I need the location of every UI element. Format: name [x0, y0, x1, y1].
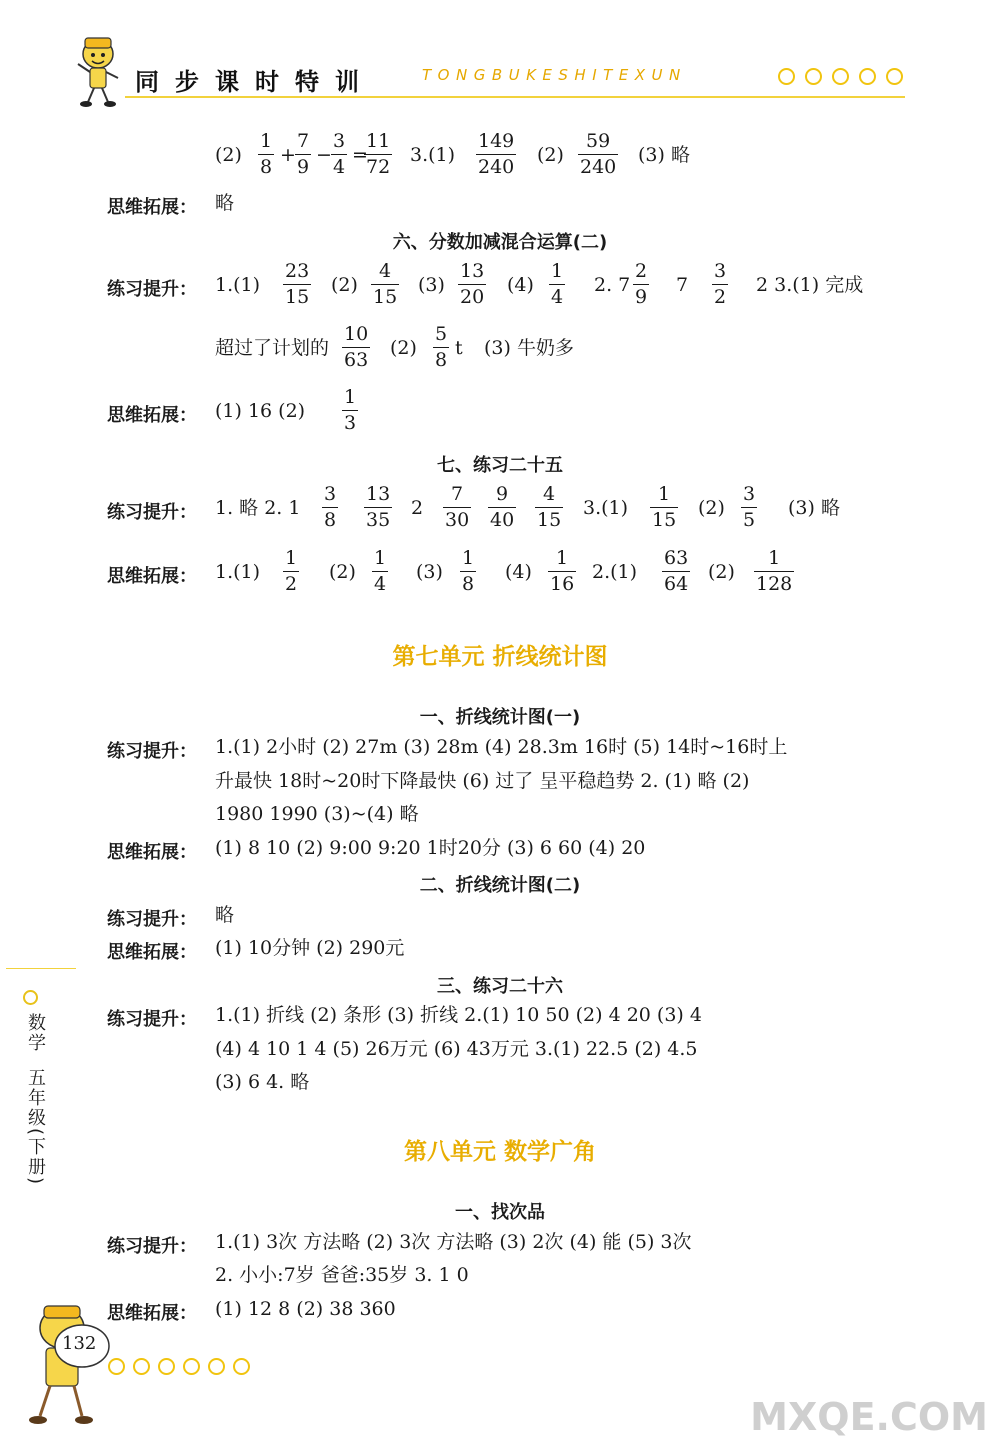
- dot-icon: [108, 1358, 125, 1375]
- label: (4): [505, 561, 532, 583]
- unit-title: 第七单元 折线统计图: [392, 644, 608, 670]
- label: (2): [390, 337, 417, 359]
- header-rule: [125, 96, 905, 98]
- fraction: $\frac{1}{2}$: [285, 547, 298, 595]
- label: (3): [418, 274, 445, 296]
- label: (3) 略: [638, 144, 690, 166]
- fraction: $\frac{1}{8}$: [260, 130, 273, 178]
- answer-line: (1) 8 10 (2) 9:00 9:20 1时20分 (3) 6 60 (4) 20: [215, 837, 646, 859]
- header-pinyin: TONGBUKESHITEXUN: [422, 66, 687, 84]
- section-title: 一、折线统计图(一): [419, 707, 581, 728]
- fraction: $\frac{23}{15}$: [285, 260, 310, 308]
- sidebar-rule: [6, 968, 76, 969]
- label: (3) 牛奶多: [484, 337, 574, 359]
- label: 2: [411, 497, 424, 519]
- label: (4): [507, 274, 534, 296]
- answer-line: 1.(1) 3次 方法略 (2) 3次 方法略 (3) 2次 (4) 能 (5) 3次: [215, 1231, 692, 1253]
- label: 1. 略 2. 1: [215, 497, 301, 519]
- fraction: $\frac{7}{30}$: [445, 483, 470, 531]
- practice-label: 练习提升：: [107, 1236, 197, 1257]
- dot-icon: [886, 68, 903, 85]
- dot-icon: [778, 68, 795, 85]
- answer-line: (1) 12 8 (2) 38 360: [215, 1298, 396, 1320]
- label: (2): [537, 144, 564, 166]
- dot-icon: [158, 1358, 175, 1375]
- label: (3) 略: [788, 497, 840, 519]
- label: 1.(1): [215, 274, 261, 296]
- footer-dots: [108, 1358, 250, 1375]
- answer-line: 1.(1) 2小时 (2) 27m (3) 28m (4) 28.3m 16时 (5) 14时~16时上: [215, 736, 788, 758]
- operator: +: [280, 144, 296, 166]
- watermark: MXQE.COM: [750, 1395, 988, 1439]
- fraction: $\frac{13}{35}$: [366, 483, 391, 531]
- dot-icon: [233, 1358, 250, 1375]
- fraction: $\frac{4}{15}$: [537, 483, 562, 531]
- answer-line: (1) 10分钟 (2) 290元: [215, 937, 405, 959]
- fraction: $\frac{4}{15}$: [373, 260, 398, 308]
- grade-label: 五年级(下册): [25, 1068, 46, 1187]
- label: 1.(1): [215, 561, 261, 583]
- section-title: 二、折线统计图(二): [419, 875, 581, 896]
- label: 2.(1): [592, 561, 638, 583]
- answer-line: (3) 6 4. 略: [215, 1071, 310, 1093]
- fraction: $\frac{5}{8}$: [435, 323, 448, 371]
- fraction: $\frac{10}{63}$: [344, 323, 369, 371]
- answer-line: 1980 1990 (3)~(4) 略: [215, 803, 419, 825]
- dot-icon: [832, 68, 849, 85]
- label: (2): [329, 561, 356, 583]
- fraction: $\frac{63}{64}$: [664, 547, 689, 595]
- dot-icon: [208, 1358, 225, 1375]
- fraction: $\frac{1}{4}$: [374, 547, 387, 595]
- thinking-label: 思维拓展：: [107, 405, 197, 426]
- subject-label: 数学: [25, 1013, 46, 1053]
- fraction: $\frac{1}{16}$: [550, 547, 575, 595]
- page-number: 132: [62, 1333, 97, 1354]
- label: (2): [708, 561, 735, 583]
- dot-icon: [23, 990, 38, 1005]
- label: 7: [676, 274, 689, 296]
- label: 3.(1): [410, 144, 456, 166]
- dot-icon: [133, 1358, 150, 1375]
- label: (1) 16 (2): [215, 400, 306, 422]
- operator: −: [316, 144, 332, 166]
- dot-icon: [859, 68, 876, 85]
- fraction: $\frac{1}{8}$: [462, 547, 475, 595]
- label: 超过了计划的: [215, 337, 330, 359]
- thinking-label: 思维拓展：: [107, 197, 197, 218]
- fraction: $\frac{1}{128}$: [756, 547, 793, 595]
- label: 2 3.(1) 完成: [756, 274, 864, 296]
- label: (2): [215, 144, 242, 166]
- fraction: $\frac{3}{5}$: [743, 483, 756, 531]
- fraction: $\frac{3}{8}$: [324, 483, 337, 531]
- practice-label: 练习提升：: [107, 741, 197, 762]
- section-title: 六、分数加减混合运算(二): [392, 232, 608, 253]
- header-title: 同步课时特训: [135, 68, 375, 96]
- dot-icon: [183, 1358, 200, 1375]
- label: 2. 7: [594, 274, 631, 296]
- practice-label: 练习提升：: [107, 279, 197, 300]
- answer-line: 1.(1) 折线 (2) 条形 (3) 折线 2.(1) 10 50 (2) 4 20 (3) 4: [215, 1004, 702, 1026]
- fraction: $\frac{149}{240}$: [478, 130, 515, 178]
- mascot-icon: [68, 32, 128, 110]
- label: (3): [416, 561, 443, 583]
- label: (2): [331, 274, 358, 296]
- fraction: $\frac{59}{240}$: [580, 130, 617, 178]
- section-title: 七、练习二十五: [437, 455, 563, 476]
- fraction: $\frac{3}{4}$: [333, 130, 346, 178]
- answer: 略: [215, 192, 235, 214]
- practice-label: 练习提升：: [107, 1009, 197, 1030]
- fraction: $\frac{13}{20}$: [460, 260, 485, 308]
- fraction: $\frac{1}{3}$: [344, 386, 357, 434]
- section-title: 一、找次品: [455, 1202, 545, 1223]
- fraction: $\frac{1}{15}$: [652, 483, 677, 531]
- fraction: $\frac{7}{9}$: [297, 130, 310, 178]
- section-title: 三、练习二十六: [437, 976, 563, 997]
- answer-line: (4) 4 10 1 4 (5) 26万元 (6) 43万元 3.(1) 22.5 (2) 4.5: [215, 1038, 698, 1060]
- fraction: $\frac{2}{9}$: [635, 260, 648, 308]
- answer-line: 升最快 18时~20时下降最快 (6) 过了 呈平稳趋势 2. (1) 略 (2): [215, 770, 750, 792]
- fraction: $\frac{11}{72}$: [366, 130, 391, 178]
- practice-label: 练习提升：: [107, 909, 197, 930]
- operator: =: [352, 144, 368, 166]
- thinking-label: 思维拓展：: [107, 566, 197, 587]
- thinking-label: 思维拓展：: [107, 942, 197, 963]
- fraction: $\frac{1}{4}$: [551, 260, 564, 308]
- thinking-label: 思维拓展：: [107, 1303, 197, 1324]
- fraction: $\frac{3}{2}$: [714, 260, 727, 308]
- label: (2): [698, 497, 725, 519]
- header-dots: [778, 68, 903, 85]
- label: t: [455, 337, 463, 359]
- practice-label: 练习提升：: [107, 502, 197, 523]
- dot-icon: [805, 68, 822, 85]
- label: 3.(1): [583, 497, 629, 519]
- thinking-label: 思维拓展：: [107, 842, 197, 863]
- answer-line: 2. 小小:7岁 爸爸:35岁 3. 1 0: [215, 1264, 469, 1286]
- fraction: $\frac{9}{40}$: [490, 483, 515, 531]
- answer-line: 略: [215, 904, 235, 926]
- unit-title: 第八单元 数学广角: [403, 1139, 596, 1165]
